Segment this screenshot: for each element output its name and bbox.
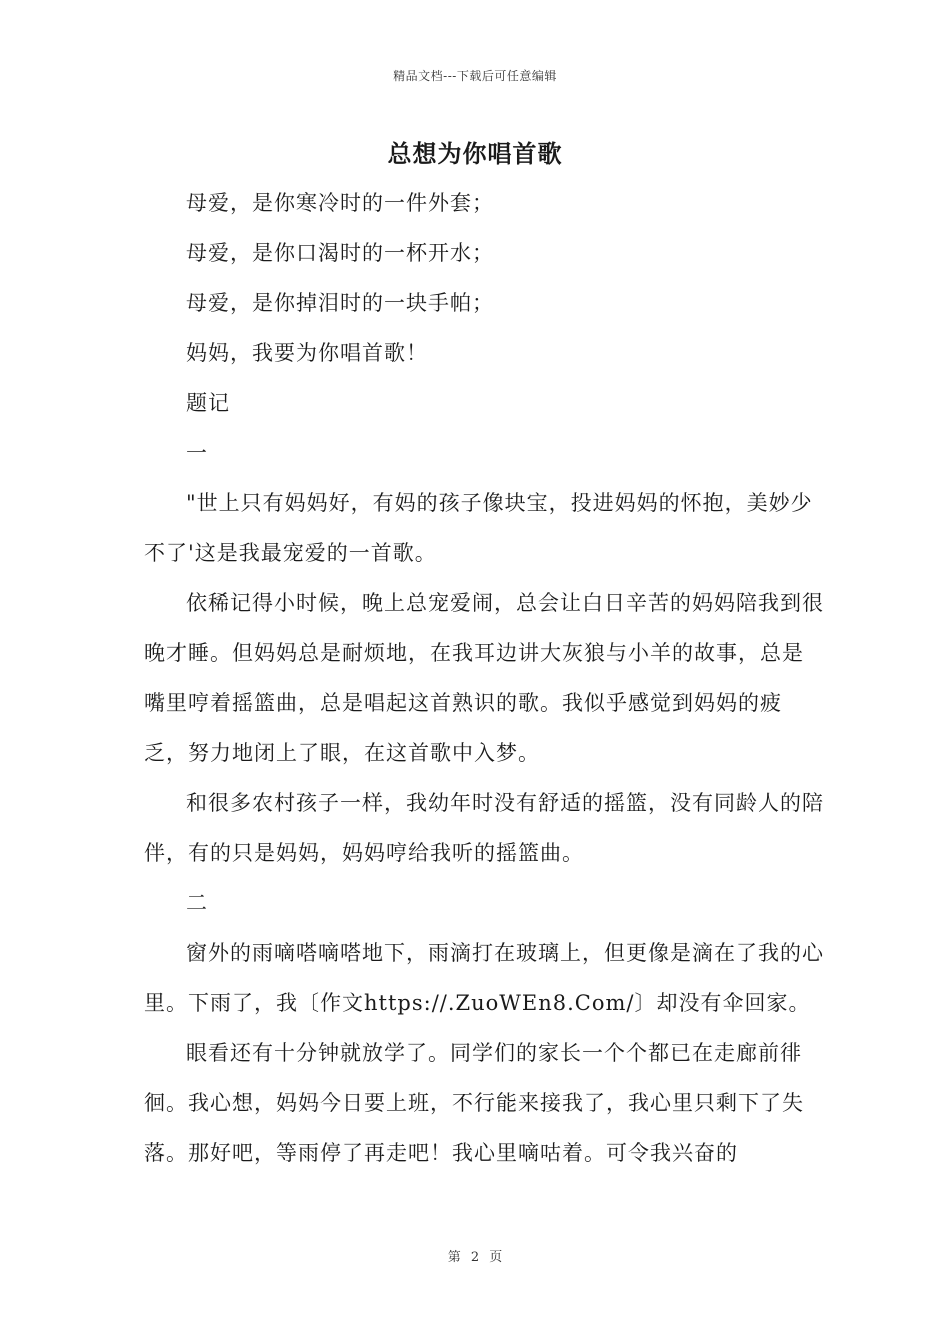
paragraph: 一 <box>186 441 208 465</box>
paragraph: 和很多农村孩子一样，我幼年时没有舒适的摇篮，没有同龄人的陪伴，有的只是妈妈，妈妈哼给我听的摇篮曲。 <box>144 791 824 865</box>
paragraph: 依稀记得小时候，晚上总宠爱闹，总会让白日辛苦的妈妈陪我到很晚才睡。但妈妈总是耐烦地，在我耳边讲大灰狼与小羊的故事，总是嘴里哼着摇篮曲，总是唱起这首熟识的歌。我似乎感觉到妈妈的疲乏，努力地闭上了眼，在这首歌中入梦。 <box>144 591 824 765</box>
paragraph: 妈妈，我要为你唱首歌！ <box>186 341 428 365</box>
page-number: 2 <box>470 1250 480 1265</box>
header-note: 精品文档---下载后可任意编辑 <box>393 69 557 83</box>
document-title: 总想为你唱首歌 <box>387 139 563 168</box>
paragraph: 眼看还有十分钟就放学了。同学们的家长一个个都已在走廊前徘徊。我心想，妈妈今日要上班，不行能来接我了，我心里只剩下了失落。那好吧，等雨停了再走吧！我心里嘀咕着。可令我兴奋的 <box>144 1041 804 1165</box>
paragraph: 窗外的雨嘀嗒嘀嗒地下，雨滴打在玻璃上，但更像是滴在了我的心里。下雨了，我〔作文https://.ZuoWEn8.Com/〕却没有伞回家。 <box>144 941 824 1015</box>
page-footer <box>0 1246 950 1265</box>
paragraph: "世上只有妈妈好，有妈的孩子像块宝，投进妈妈的怀抱，美妙少不了'这是我最宠爱的一首歌。 <box>144 491 813 565</box>
footer-prefix: 第 <box>447 1250 461 1265</box>
document-body <box>144 178 824 1178</box>
footer-suffix: 页 <box>489 1250 503 1265</box>
paragraph: 二 <box>186 891 208 915</box>
paragraph: 母爱，是你口渴时的一杯开水； <box>186 241 494 265</box>
paragraph: 母爱，是你寒冷时的一件外套； <box>186 191 494 215</box>
paragraph: 母爱，是你掉泪时的一块手帕； <box>186 291 494 315</box>
paragraph: 题记 <box>186 391 230 415</box>
